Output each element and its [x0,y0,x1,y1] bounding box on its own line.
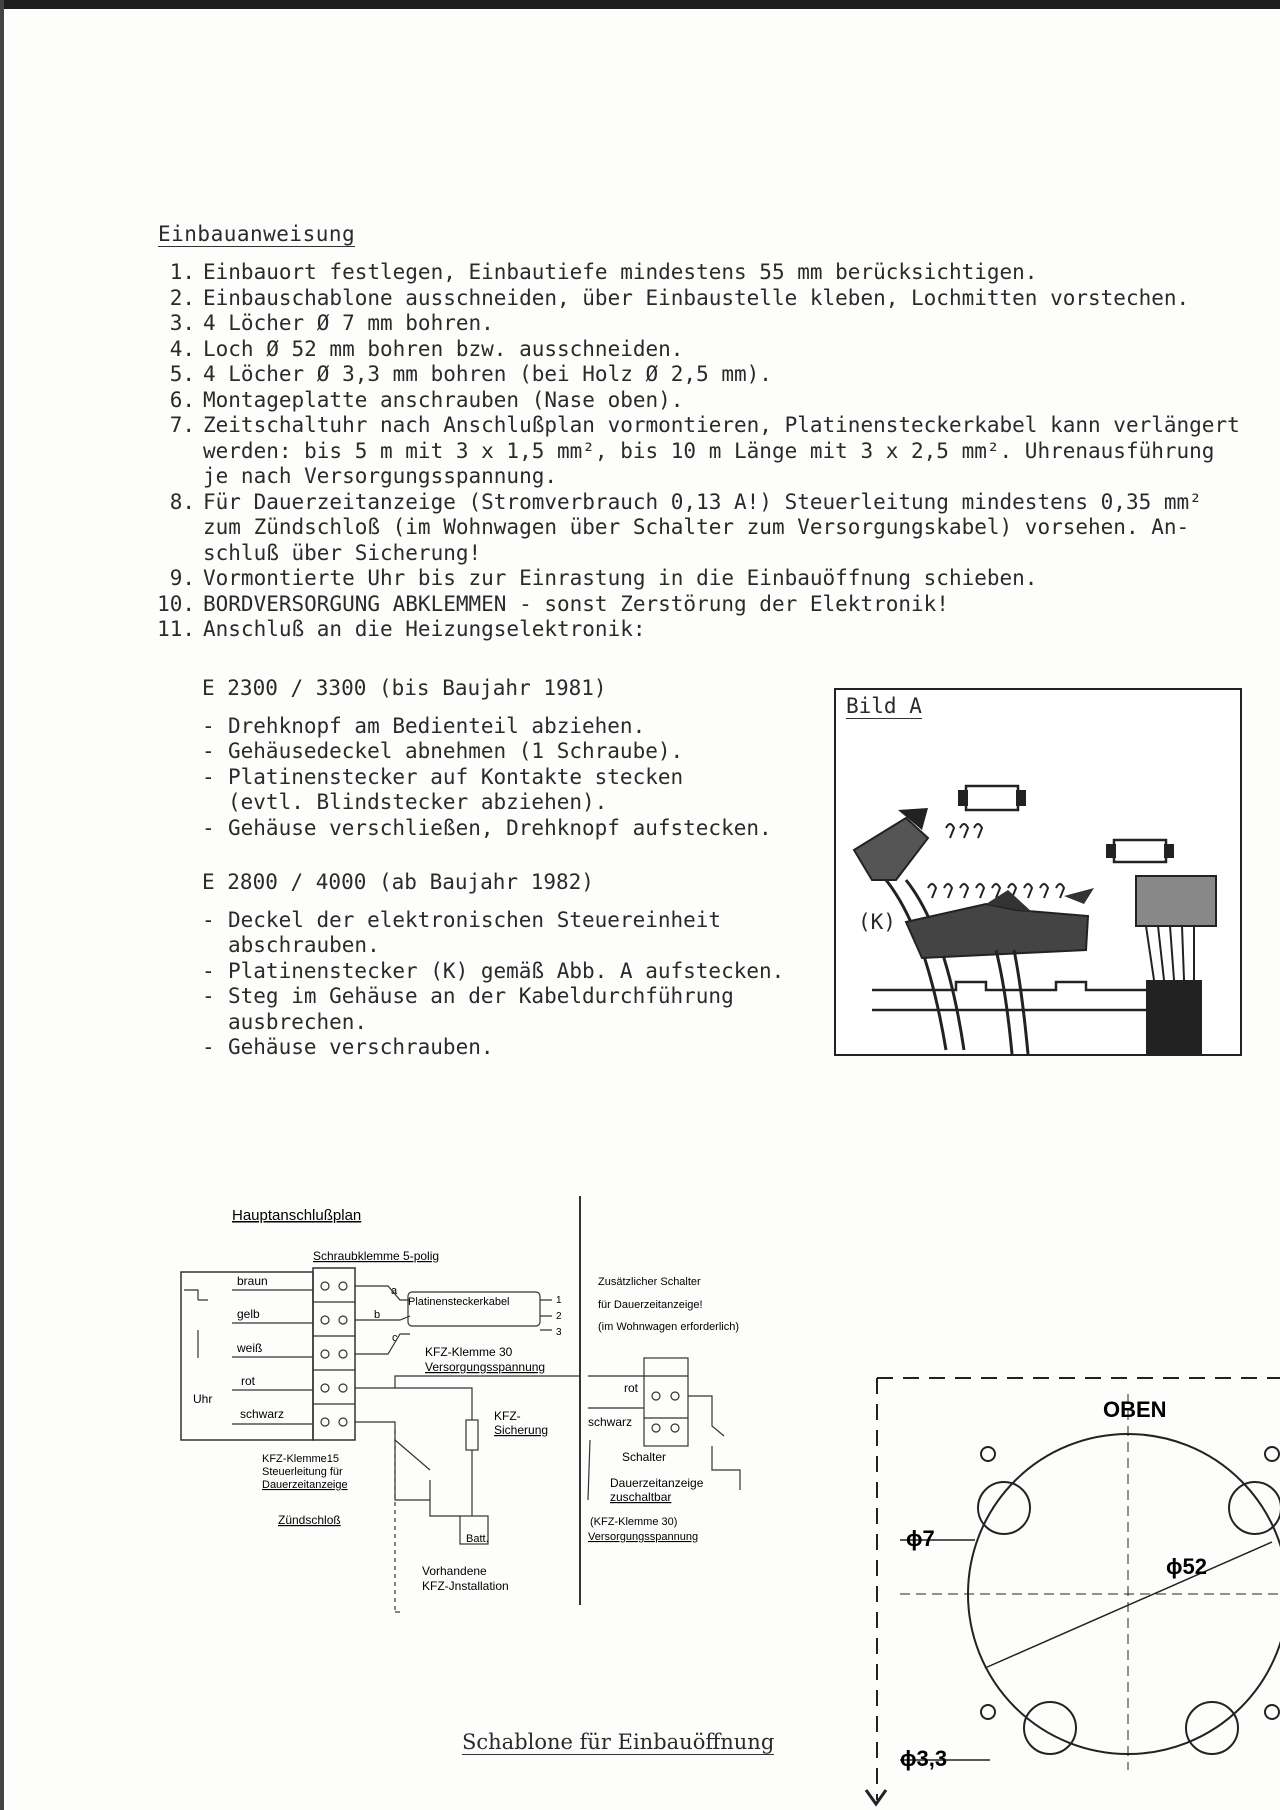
page-title: Einbauanweisung [158,222,356,246]
extra-kl30-supply: Versorgungsspannung [588,1531,699,1543]
kl15-line2: Steuerleitung für [262,1466,343,1478]
section-title: E 2800 / 4000 (ab Baujahr 1982) [202,870,594,894]
list-item: - Platinenstecker auf Kontakte stecken (evtl. Blindstecker abziehen). [202,764,684,814]
extra-switch-line1: Zusätzlicher Schalter [598,1276,701,1288]
list-item: - Steg im Gehäuse an der Kabeldurchführung ausbrechen. [202,984,734,1034]
template-d33: ϕ3,3 [900,1746,948,1771]
pin-3: 3 [556,1327,562,1338]
clock-label: Uhr [193,1392,213,1406]
template-d52: ϕ52 [1166,1554,1207,1579]
wire-b-label: b [374,1309,381,1321]
pin-1: 1 [556,1295,562,1306]
step-item: 7. Zeitschaltuhr nach Anschlußplan vormontieren, Platinensteckerkabel kann verlängert werden: bis 5 m mit 3 x 1,5 mm², bis 10 m Länge mit 3 x 2,5 mm². Uhrenausführung je nach Versorgungsspannung. [169,413,1240,488]
kl15-label: KFZ-Klemme15 [262,1453,340,1465]
list-item: - Gehäuse verschließen, Drehknopf aufstecken. [202,815,772,840]
step-item: 8. Für Dauerzeitanzeige (Stromverbrauch 0,13 A!) Steuerleitung mindestens 0,35 mm² zum Zündschloß (im Wohnwagen über Schalter zum Versorgungskabel) vorsehen. An- schluß über Sicherung! [169,489,1202,565]
wire-rot: rot [241,1374,256,1388]
pin-2: 2 [556,1311,562,1322]
extra-schwarz: schwarz [588,1415,633,1429]
step-item: 11. Anschluß an die Heizungselektronik: [157,617,646,641]
terminal-label: Schraubklemme 5-polig [313,1249,440,1263]
extra-rot: rot [624,1381,639,1395]
step-item: 3. 4 Löcher Ø 7 mm bohren. [169,311,494,335]
wire-schwarz: schwarz [240,1407,285,1421]
fuse-label: KFZ- [494,1409,521,1423]
dz-switchable: zuschaltbar [610,1490,672,1504]
template-d7: ϕ7 [906,1526,935,1551]
extra-switch-line2: für Dauerzeitanzeige! [598,1299,703,1311]
step-item: 6. Montageplatte anschrauben (Nase oben). [169,387,684,412]
step-item: 4. Loch Ø 52 mm bohren bzw. ausschneiden. [169,336,684,361]
step-item: 9. Vormontierte Uhr bis zur Einrastung in die Einbauöffnung schieben. [169,566,1038,590]
template-caption: Schablone für Einbauöffnung [462,1730,775,1754]
list-item: - Drehknopf am Bedienteil abziehen. [202,713,646,738]
step-item: 5. 4 Löcher Ø 3,3 mm bohren (bei Holz Ø 2,5 mm). [169,362,772,386]
template-outline [866,1378,1280,1804]
cable-label: Platinensteckerkabel [408,1296,510,1308]
wiring-title: Hauptanschlußplan [232,1207,362,1224]
step-item: 1. Einbauort festlegen, Einbautiefe mindestens 55 mm berücksichtigen. [169,260,1038,284]
list-item: - Gehäuse verschrauben. [202,1035,494,1059]
extra-kl30: (KFZ-Klemme 30) [590,1516,678,1528]
list-item: - Platinenstecker (K) gemäß Abb. A aufstecken. [202,958,785,983]
battery-label: Batt. [466,1533,489,1545]
existing-label-2: KFZ-Jnstallation [422,1579,509,1593]
wire-a-label: a [391,1285,398,1297]
list-item: - Gehäusedeckel abnehmen (1 Schraube). [202,739,684,763]
template-oben: OBEN [1103,1397,1167,1422]
switch-label: Schalter [622,1450,667,1464]
kl30-supply: Versorgungsspannung [425,1360,546,1374]
figure-label: Bild A [846,694,922,718]
wire-gelb: gelb [237,1307,260,1321]
extra-switch-line3: (im Wohnwagen erforderlich) [598,1321,740,1333]
ignition-label: Zündschloß [278,1513,341,1527]
terminal-block [313,1268,355,1440]
wire-weiss: weiß [237,1341,263,1355]
step-item: 2. Einbauschablone ausschneiden, über Einbaustelle kleben, Lochmitten vorstechen. [169,285,1190,310]
connector-label: (K) [858,910,896,934]
fuse-sicherung: Sicherung [494,1423,549,1437]
kl15-line3: Dauerzeitanzeige [262,1479,348,1491]
dz-label: Dauerzeitanzeige [610,1476,704,1490]
list-item: - Deckel der elektronischen Steuereinheit abschrauben. [202,907,722,957]
existing-label: Vorhandene [422,1564,487,1578]
section-title: E 2300 / 3300 (bis Baujahr 1981) [202,676,607,700]
wire-c-label: c [392,1332,398,1344]
step-item: 10. BORDVERSORGUNG ABKLEMMEN - sonst Zerstörung der Elektronik! [157,591,949,616]
kl30-label: KFZ-Klemme 30 [425,1345,513,1359]
wire-braun: braun [237,1274,268,1288]
